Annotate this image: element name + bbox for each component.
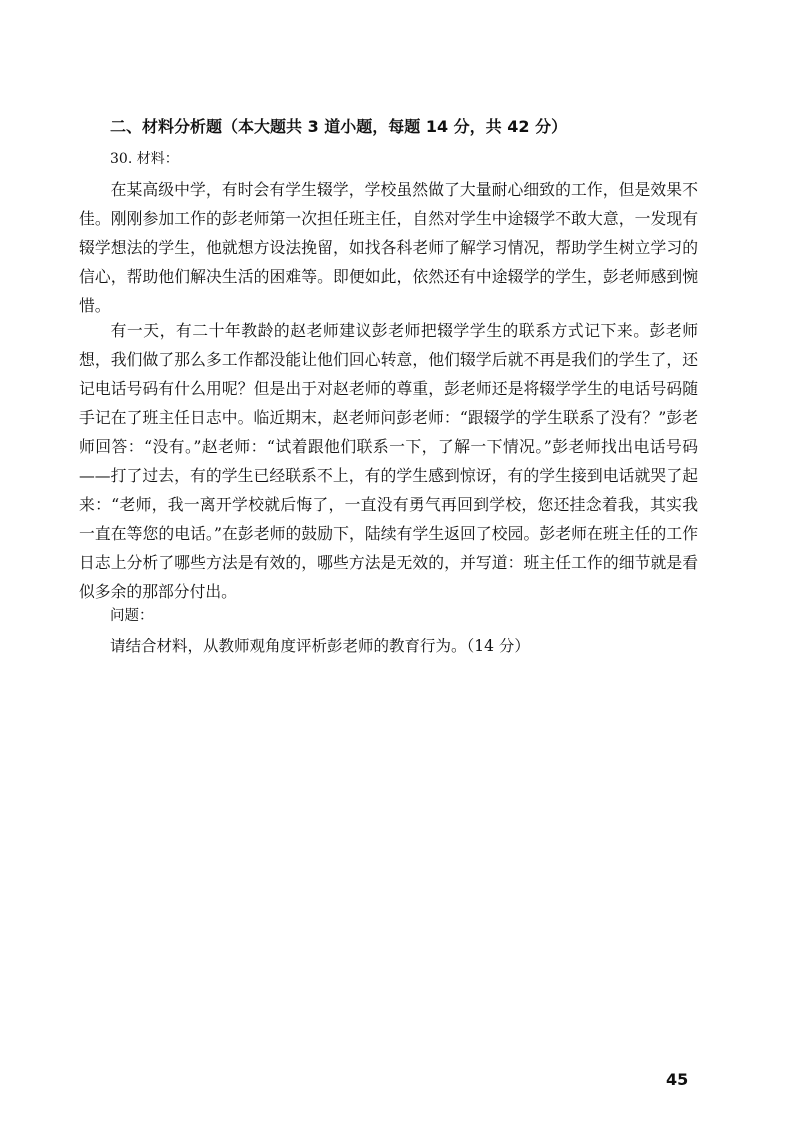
question-prompt: 请结合材料，从教师观角度评析彭老师的教育行为。（14 分） — [110, 637, 530, 655]
question-label: 问题： — [110, 608, 154, 624]
question-30-material-label: 30. 材料： — [110, 151, 179, 167]
section-heading: 二、材料分析题（本大题共 3 道小题，每题 14 分，共 42 分） — [110, 117, 568, 136]
page-number: 45 — [666, 1070, 689, 1089]
material-paragraph-2: 有一天，有二十年教龄的赵老师建议彭老师把辍学学生的联系方式记下来。彭老师想，我们做了那么多工作都没能让他们回心转意，他们辍学后就不再是我们的学生了，还记电话号码有什么用呢？但是出于对赵老师的尊重，彭老师还是将辍学学生的电话号码随手记在了班主任日志中。临近期末，赵老师问彭老师：“跟辍学的学生联系了没有？”彭老师回答：“没有。”赵老师：“试着跟他们联系一下，了解一下情况。”彭老师找出电话号码——打了过去，有的学生已经联系不上，有的学生感到惊讶，有的学生接到电话就哭了起来：“老师，我一离开学校就后悔了，一直没有勇气再回到学校，您还挂念着我，其实我一直在等您的电话。”在彭老师的鼓励下，陆续有学生返回了校园。彭老师在班主任的工作日志上分析了哪些方法是有效的，哪些方法是无效的，并写道：班主任工作的细节就是看似多余的那部分付出。 — [79, 321, 698, 601]
material-paragraph-1: 在某高级中学，有时会有学生辍学，学校虽然做了大量耐心细致的工作，但是效果不佳。刚刚参加工作的彭老师第一次担任班主任，自然对学生中途辍学不敢大意，一发现有辍学想法的学生，他就想方设法挽留，如找各科老师了解学习情况，帮助学生树立学习的信心，帮助他们解决生活的困难等。即便如此，依然还有中途辍学的学生，彭老师感到惋惜。 — [79, 180, 698, 315]
